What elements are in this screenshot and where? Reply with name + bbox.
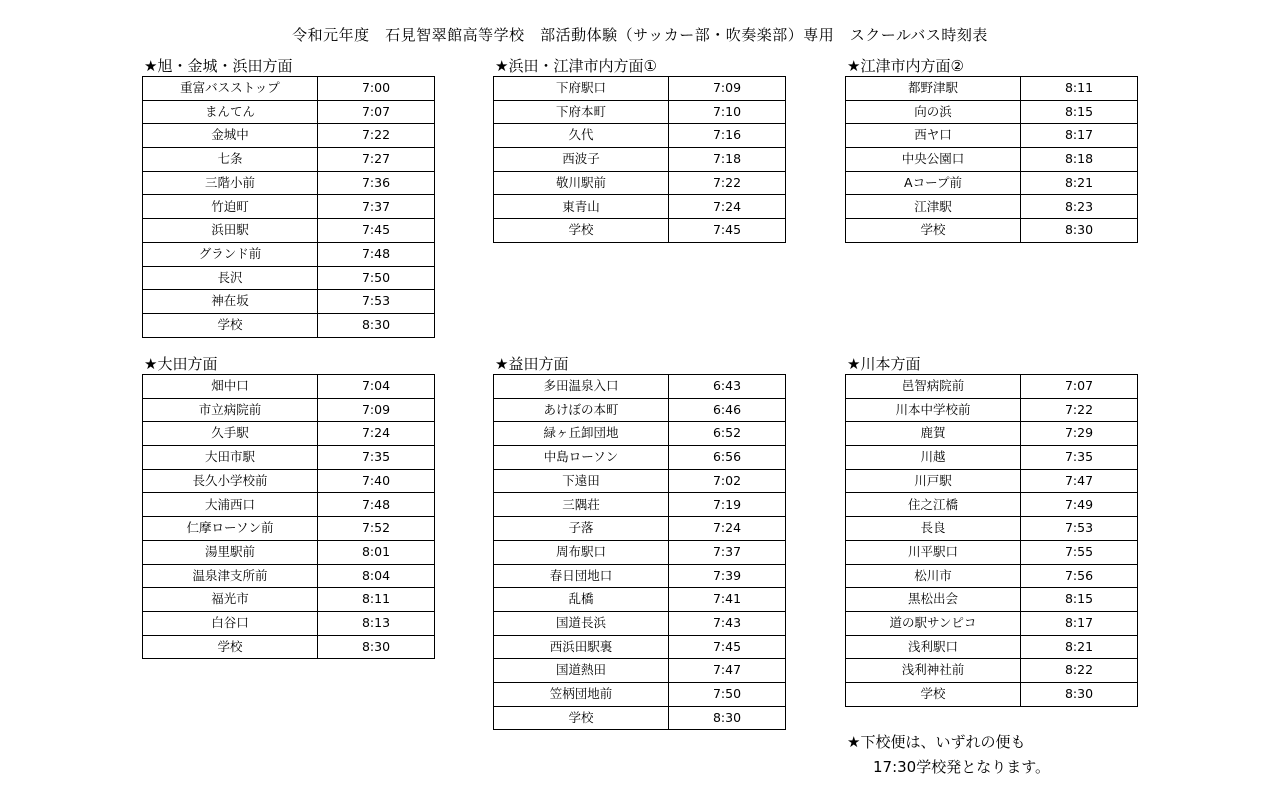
table-row — [143, 195, 435, 219]
stop-name: 笠柄団地前 — [494, 682, 669, 706]
table-row — [494, 564, 786, 588]
stop-name: 多田温泉入口 — [494, 375, 669, 399]
stop-name: 畑中口 — [143, 375, 318, 399]
stop-name: 道の駅サンピコ — [846, 611, 1021, 635]
departure-time: 7:19 — [669, 493, 786, 517]
stop-name: 国道熱田 — [494, 659, 669, 683]
departure-time: 7:43 — [669, 611, 786, 635]
table-row — [143, 611, 435, 635]
stop-name: 長良 — [846, 517, 1021, 541]
table-row — [494, 195, 786, 219]
stop-name: 下府本町 — [494, 100, 669, 124]
stop-name: 緑ヶ丘卸団地 — [494, 422, 669, 446]
departure-time: 7:48 — [318, 242, 435, 266]
departure-time: 7:47 — [1021, 469, 1138, 493]
stop-name: 三階小前 — [143, 171, 318, 195]
timetable — [493, 374, 786, 730]
stop-name: 学校 — [143, 313, 318, 337]
stop-name: 下府駅口 — [494, 77, 669, 101]
table-row — [494, 398, 786, 422]
stop-name: 七条 — [143, 148, 318, 172]
table-row — [143, 398, 435, 422]
table-row — [494, 517, 786, 541]
table-row — [846, 493, 1138, 517]
table-row — [846, 564, 1138, 588]
departure-time: 8:11 — [1021, 77, 1138, 101]
stop-name: 西ヤ口 — [846, 124, 1021, 148]
stop-name: 江津駅 — [846, 195, 1021, 219]
table-row — [846, 77, 1138, 101]
departure-time: 7:52 — [318, 517, 435, 541]
departure-time: 7:55 — [1021, 540, 1138, 564]
table-row — [143, 517, 435, 541]
departure-time: 7:24 — [669, 517, 786, 541]
table-row — [846, 375, 1138, 399]
departure-time: 7:09 — [669, 77, 786, 101]
table-row — [494, 446, 786, 470]
table-row — [143, 100, 435, 124]
table-row — [143, 124, 435, 148]
departure-time: 7:53 — [318, 290, 435, 314]
departure-time: 6:56 — [669, 446, 786, 470]
table-row — [494, 540, 786, 564]
stop-name: 仁摩ローソン前 — [143, 517, 318, 541]
departure-time: 8:15 — [1021, 588, 1138, 612]
stop-name: 長沢 — [143, 266, 318, 290]
departure-time: 7:45 — [318, 219, 435, 243]
stop-name: 中央公園口 — [846, 148, 1021, 172]
stop-name: 三隅荘 — [494, 493, 669, 517]
stop-name: 鹿賀 — [846, 422, 1021, 446]
route-block — [845, 354, 1138, 707]
table-row — [143, 564, 435, 588]
route-heading: ★大田方面 — [144, 355, 218, 373]
table-row — [846, 100, 1138, 124]
stop-name: グランド前 — [143, 242, 318, 266]
timetable — [493, 76, 786, 243]
table-row — [143, 446, 435, 470]
route-heading: ★浜田・江津市内方面① — [495, 57, 657, 75]
departure-time: 7:10 — [669, 100, 786, 124]
route-heading: ★江津市内方面② — [847, 57, 964, 75]
route-block — [142, 354, 435, 659]
table-row — [494, 100, 786, 124]
departure-time: 7:18 — [669, 148, 786, 172]
departure-time: 7:50 — [318, 266, 435, 290]
departure-time: 8:01 — [318, 540, 435, 564]
table-row — [143, 469, 435, 493]
stop-name: 川平駅口 — [846, 540, 1021, 564]
stop-name: 川本中学校前 — [846, 398, 1021, 422]
stop-name: 西波子 — [494, 148, 669, 172]
page-title: 令和元年度 石見智翠館高等学校 部活動体験（サッカー部・吹奏楽部）専用 スクールバス時刻表 — [292, 26, 988, 44]
departure-time: 8:21 — [1021, 171, 1138, 195]
route-heading: ★益田方面 — [495, 355, 569, 373]
stop-name: 邑智病院前 — [846, 375, 1021, 399]
table-row — [494, 422, 786, 446]
departure-time: 8:30 — [318, 313, 435, 337]
table-row — [846, 588, 1138, 612]
departure-time: 7:04 — [318, 375, 435, 399]
stop-name: 川戸駅 — [846, 469, 1021, 493]
departure-time: 7:24 — [318, 422, 435, 446]
departure-time: 7:47 — [669, 659, 786, 683]
table-row — [494, 635, 786, 659]
departure-time: 8:30 — [1021, 682, 1138, 706]
table-row — [846, 398, 1138, 422]
stop-name: 学校 — [494, 706, 669, 730]
stop-name: 乱橋 — [494, 588, 669, 612]
table-row — [494, 469, 786, 493]
table-row — [846, 682, 1138, 706]
timetable — [845, 76, 1138, 243]
table-row — [494, 493, 786, 517]
departure-time: 7:00 — [318, 77, 435, 101]
stop-name: 久代 — [494, 124, 669, 148]
stop-name: 春日団地口 — [494, 564, 669, 588]
table-row — [143, 540, 435, 564]
table-row — [494, 148, 786, 172]
table-row — [846, 195, 1138, 219]
table-row — [143, 375, 435, 399]
table-row — [846, 517, 1138, 541]
departure-time: 7:41 — [669, 588, 786, 612]
departure-time: 8:17 — [1021, 124, 1138, 148]
departure-time: 8:15 — [1021, 100, 1138, 124]
stop-name: あけぼの本町 — [494, 398, 669, 422]
stop-name: 大浦西口 — [143, 493, 318, 517]
stop-name: 東青山 — [494, 195, 669, 219]
return-trip-note: ★下校便は、いずれの便も — [847, 733, 1026, 751]
stop-name: 竹迫町 — [143, 195, 318, 219]
departure-time: 6:43 — [669, 375, 786, 399]
departure-time: 6:46 — [669, 398, 786, 422]
departure-time: 8:22 — [1021, 659, 1138, 683]
stop-name: 金城中 — [143, 124, 318, 148]
stop-name: 周布駅口 — [494, 540, 669, 564]
table-row — [143, 493, 435, 517]
departure-time: 7:37 — [669, 540, 786, 564]
stop-name: 住之江橋 — [846, 493, 1021, 517]
departure-time: 8:30 — [318, 635, 435, 659]
route-heading: ★旭・金城・浜田方面 — [144, 57, 293, 75]
stop-name: Aコープ前 — [846, 171, 1021, 195]
stop-name: 学校 — [494, 219, 669, 243]
table-row — [143, 588, 435, 612]
table-row — [494, 171, 786, 195]
stop-name: 浅利神社前 — [846, 659, 1021, 683]
departure-time: 7:24 — [669, 195, 786, 219]
stop-name: 市立病院前 — [143, 398, 318, 422]
table-row — [494, 375, 786, 399]
stop-name: 西浜田駅裏 — [494, 635, 669, 659]
departure-time: 7:35 — [1021, 446, 1138, 470]
departure-time: 7:36 — [318, 171, 435, 195]
stop-name: 川越 — [846, 446, 1021, 470]
departure-time: 7:27 — [318, 148, 435, 172]
stop-name: 福光市 — [143, 588, 318, 612]
departure-time: 8:13 — [318, 611, 435, 635]
departure-time: 8:11 — [318, 588, 435, 612]
timetable — [845, 374, 1138, 707]
table-row — [846, 469, 1138, 493]
stop-name: 学校 — [846, 219, 1021, 243]
stop-name: 長久小学校前 — [143, 469, 318, 493]
departure-time: 8:30 — [669, 706, 786, 730]
departure-time: 8:21 — [1021, 635, 1138, 659]
stop-name: 大田市駅 — [143, 446, 318, 470]
departure-time: 7:40 — [318, 469, 435, 493]
route-block — [142, 56, 435, 338]
stop-name: 神在坂 — [143, 290, 318, 314]
timetable — [142, 374, 435, 659]
departure-time: 7:53 — [1021, 517, 1138, 541]
table-row — [846, 635, 1138, 659]
stop-name: 浅利駅口 — [846, 635, 1021, 659]
table-row — [494, 588, 786, 612]
departure-time: 7:45 — [669, 219, 786, 243]
stop-name: 温泉津支所前 — [143, 564, 318, 588]
table-row — [143, 290, 435, 314]
table-row — [494, 682, 786, 706]
table-row — [143, 77, 435, 101]
stop-name: 国道長浜 — [494, 611, 669, 635]
table-row — [143, 242, 435, 266]
table-row — [494, 77, 786, 101]
table-row — [494, 124, 786, 148]
departure-time: 7:39 — [669, 564, 786, 588]
departure-time: 8:23 — [1021, 195, 1138, 219]
stop-name: 黒松出会 — [846, 588, 1021, 612]
departure-time: 6:52 — [669, 422, 786, 446]
table-row — [143, 171, 435, 195]
departure-time: 8:17 — [1021, 611, 1138, 635]
table-row — [143, 313, 435, 337]
table-row — [143, 148, 435, 172]
table-row — [143, 422, 435, 446]
stop-name: 松川市 — [846, 564, 1021, 588]
departure-time: 8:30 — [1021, 219, 1138, 243]
departure-time: 7:49 — [1021, 493, 1138, 517]
departure-time: 7:22 — [669, 171, 786, 195]
stop-name: 学校 — [143, 635, 318, 659]
departure-time: 7:56 — [1021, 564, 1138, 588]
departure-time: 7:37 — [318, 195, 435, 219]
table-row — [143, 635, 435, 659]
table-row — [846, 659, 1138, 683]
table-row — [846, 422, 1138, 446]
table-row — [494, 611, 786, 635]
table-row — [846, 148, 1138, 172]
departure-time: 7:09 — [318, 398, 435, 422]
stop-name: 子落 — [494, 517, 669, 541]
departure-time: 7:22 — [1021, 398, 1138, 422]
stop-name: 浜田駅 — [143, 219, 318, 243]
timetable — [142, 76, 435, 338]
departure-time: 7:35 — [318, 446, 435, 470]
stop-name: 敬川駅前 — [494, 171, 669, 195]
stop-name: 湯里駅前 — [143, 540, 318, 564]
table-row — [143, 219, 435, 243]
table-row — [846, 540, 1138, 564]
stop-name: 下遠田 — [494, 469, 669, 493]
table-row — [846, 124, 1138, 148]
route-block — [845, 56, 1138, 243]
departure-time: 7:29 — [1021, 422, 1138, 446]
departure-time: 7:07 — [1021, 375, 1138, 399]
table-row — [494, 219, 786, 243]
stop-name: 向の浜 — [846, 100, 1021, 124]
route-heading: ★川本方面 — [847, 355, 921, 373]
table-row — [846, 171, 1138, 195]
table-row — [846, 446, 1138, 470]
stop-name: 都野津駅 — [846, 77, 1021, 101]
departure-time: 8:18 — [1021, 148, 1138, 172]
departure-time: 7:22 — [318, 124, 435, 148]
table-row — [494, 659, 786, 683]
departure-time: 7:07 — [318, 100, 435, 124]
departure-time: 7:45 — [669, 635, 786, 659]
table-row — [846, 219, 1138, 243]
stop-name: まんてん — [143, 100, 318, 124]
stop-name: 白谷口 — [143, 611, 318, 635]
departure-time: 7:16 — [669, 124, 786, 148]
table-row — [143, 266, 435, 290]
table-row — [846, 611, 1138, 635]
stop-name: 中島ローソン — [494, 446, 669, 470]
route-block — [493, 56, 786, 243]
table-row — [494, 706, 786, 730]
departure-time: 8:04 — [318, 564, 435, 588]
departure-time: 7:48 — [318, 493, 435, 517]
return-trip-note-time: 17:30学校発となります。 — [873, 758, 1051, 776]
departure-time: 7:02 — [669, 469, 786, 493]
stop-name: 学校 — [846, 682, 1021, 706]
departure-time: 7:50 — [669, 682, 786, 706]
route-block — [493, 354, 786, 730]
stop-name: 重富バスストップ — [143, 77, 318, 101]
stop-name: 久手駅 — [143, 422, 318, 446]
